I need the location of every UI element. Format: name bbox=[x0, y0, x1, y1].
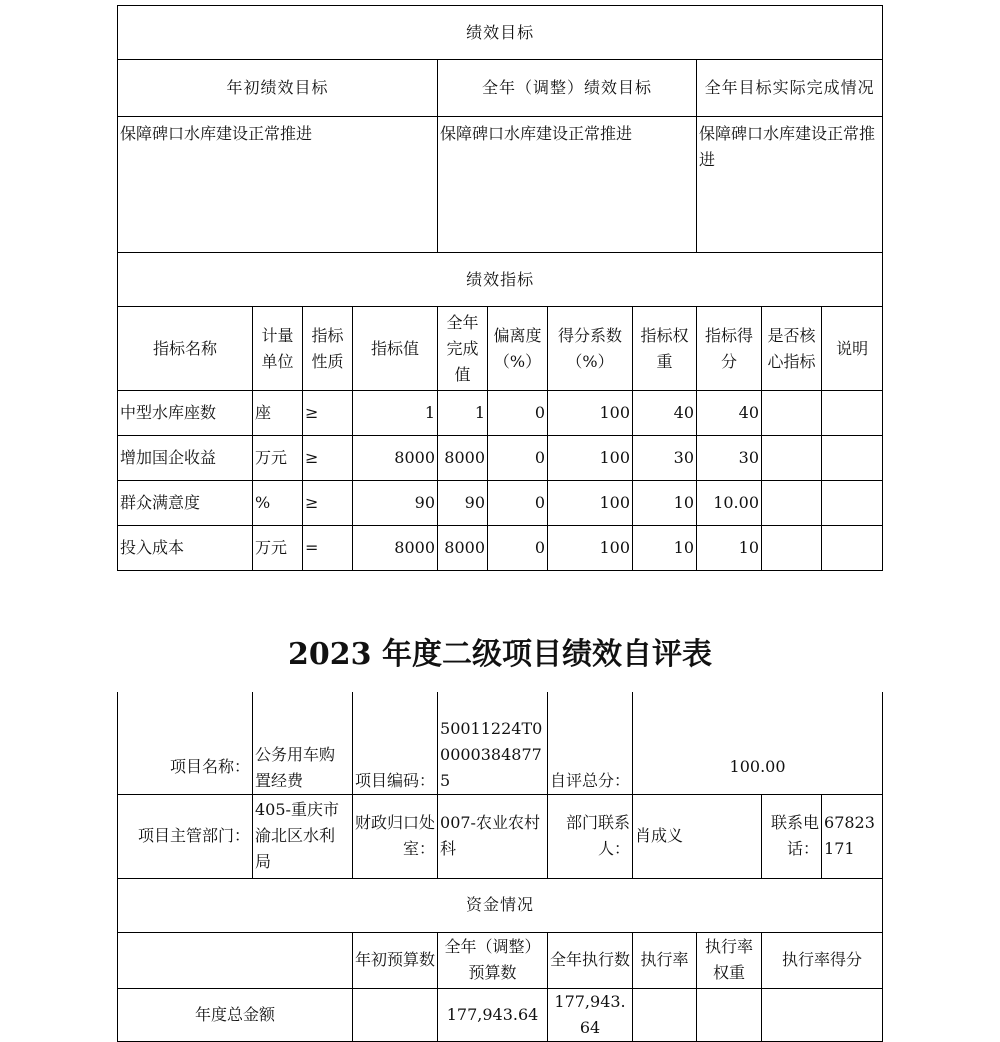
performance-table bbox=[117, 5, 883, 571]
funds-col-initial-budget: 年初预算数 bbox=[353, 932, 438, 988]
goal-actual-text: 保障碑口水库建设正常推进 bbox=[697, 117, 883, 253]
col-unit: 计量单位 bbox=[253, 307, 303, 391]
cell-score-coefficient: 100 bbox=[548, 481, 633, 526]
cell-score: 10 bbox=[697, 526, 762, 571]
col-note: 说明 bbox=[822, 307, 883, 391]
funds-col-rate-weight: 执行率权重 bbox=[697, 932, 762, 988]
col-score: 指标得分 bbox=[697, 307, 762, 391]
cell-note bbox=[822, 481, 883, 526]
cell-note bbox=[822, 391, 883, 436]
cell-target-value: 8000 bbox=[353, 526, 438, 571]
contact-label: 部门联系人： bbox=[548, 794, 633, 878]
cell-score-coefficient: 100 bbox=[548, 436, 633, 481]
goal-initial-header: 年初绩效目标 bbox=[118, 60, 438, 117]
table-row bbox=[118, 526, 883, 571]
funds-adjusted-budget: 177,943.64 bbox=[438, 988, 548, 1041]
table-row bbox=[118, 436, 883, 481]
cell-deviation: 0 bbox=[488, 436, 548, 481]
cell-nature: ≥ bbox=[303, 391, 353, 436]
funds-row-label: 年度总金额 bbox=[118, 988, 353, 1041]
project-code-value: 50011224T000003848775 bbox=[438, 692, 548, 794]
cell-unit: 万元 bbox=[253, 526, 303, 571]
office-label: 财政归口处室： bbox=[353, 794, 438, 878]
cell-note bbox=[822, 526, 883, 571]
cell-target-value: 1 bbox=[353, 391, 438, 436]
cell-note bbox=[822, 436, 883, 481]
cell-score: 30 bbox=[697, 436, 762, 481]
project-table bbox=[117, 692, 883, 1042]
project-code-label: 项目编码： bbox=[353, 692, 438, 794]
cell-nature: ≥ bbox=[303, 436, 353, 481]
cell-nature: ≥ bbox=[303, 481, 353, 526]
cell-core-indicator bbox=[762, 391, 822, 436]
project-name-value: 公务用车购置经费 bbox=[253, 692, 353, 794]
funds-col-rate-score: 执行率得分 bbox=[762, 932, 883, 988]
cell-weight: 10 bbox=[633, 526, 697, 571]
cell-unit: 万元 bbox=[253, 436, 303, 481]
goal-header: 绩效目标 bbox=[118, 6, 883, 60]
project-name-label: 项目名称： bbox=[118, 692, 253, 794]
cell-weight: 40 bbox=[633, 391, 697, 436]
cell-actual-value: 8000 bbox=[438, 526, 488, 571]
col-weight: 指标权重 bbox=[633, 307, 697, 391]
phone-value: 67823171 bbox=[822, 794, 883, 878]
table-row bbox=[118, 481, 883, 526]
goal-actual-header: 全年目标实际完成情况 bbox=[697, 60, 883, 117]
cell-score-coefficient: 100 bbox=[548, 391, 633, 436]
cell-indicator-name: 中型水库座数 bbox=[118, 391, 253, 436]
col-actual-value: 全年完成值 bbox=[438, 307, 488, 391]
funds-rate-score bbox=[762, 988, 883, 1041]
cell-weight: 10 bbox=[633, 481, 697, 526]
funds-col-adjusted-budget: 全年（调整）预算数 bbox=[438, 932, 548, 988]
cell-score: 10.00 bbox=[697, 481, 762, 526]
cell-core-indicator bbox=[762, 481, 822, 526]
funds-initial-budget bbox=[353, 988, 438, 1041]
goal-adjusted-header: 全年（调整）绩效目标 bbox=[438, 60, 697, 117]
goal-adjusted-text: 保障碑口水库建设正常推进 bbox=[438, 117, 697, 253]
cell-score: 40 bbox=[697, 391, 762, 436]
table-row bbox=[118, 391, 883, 436]
cell-indicator-name: 群众满意度 bbox=[118, 481, 253, 526]
dept-value: 405-重庆市渝北区水利局 bbox=[253, 794, 353, 878]
cell-weight: 30 bbox=[633, 436, 697, 481]
funds-col-exec-rate: 执行率 bbox=[633, 932, 697, 988]
phone-label: 联系电话： bbox=[762, 794, 822, 878]
cell-unit: % bbox=[253, 481, 303, 526]
cell-score-coefficient: 100 bbox=[548, 526, 633, 571]
funds-rate-weight bbox=[697, 988, 762, 1041]
col-score-coefficient: 得分系数（%） bbox=[548, 307, 633, 391]
funds-executed: 177,943.64 bbox=[548, 988, 633, 1041]
self-score-value: 100.00 bbox=[633, 692, 883, 794]
col-deviation: 偏离度（%） bbox=[488, 307, 548, 391]
cell-actual-value: 1 bbox=[438, 391, 488, 436]
contact-value: 肖成义 bbox=[633, 794, 762, 878]
col-indicator-name: 指标名称 bbox=[118, 307, 253, 391]
cell-core-indicator bbox=[762, 436, 822, 481]
cell-core-indicator bbox=[762, 526, 822, 571]
self-score-label: 自评总分： bbox=[548, 692, 633, 794]
col-core-indicator: 是否核心指标 bbox=[762, 307, 822, 391]
cell-actual-value: 8000 bbox=[438, 436, 488, 481]
cell-indicator-name: 增加国企收益 bbox=[118, 436, 253, 481]
cell-deviation: 0 bbox=[488, 391, 548, 436]
cell-target-value: 8000 bbox=[353, 436, 438, 481]
cell-deviation: 0 bbox=[488, 526, 548, 571]
cell-unit: 座 bbox=[253, 391, 303, 436]
cell-deviation: 0 bbox=[488, 481, 548, 526]
cell-indicator-name: 投入成本 bbox=[118, 526, 253, 571]
table-row bbox=[118, 988, 883, 1041]
cell-actual-value: 90 bbox=[438, 481, 488, 526]
cell-nature: = bbox=[303, 526, 353, 571]
indicator-header: 绩效指标 bbox=[118, 253, 883, 307]
funds-col-executed: 全年执行数 bbox=[548, 932, 633, 988]
col-target-value: 指标值 bbox=[353, 307, 438, 391]
page-title: 2023 年度二级项目绩效自评表 bbox=[288, 637, 712, 672]
funds-header: 资金情况 bbox=[118, 878, 883, 932]
funds-exec-rate bbox=[633, 988, 697, 1041]
col-nature: 指标性质 bbox=[303, 307, 353, 391]
dept-label: 项目主管部门： bbox=[118, 794, 253, 878]
office-value: 007-农业农村科 bbox=[438, 794, 548, 878]
funds-col-blank bbox=[118, 932, 353, 988]
cell-target-value: 90 bbox=[353, 481, 438, 526]
goal-initial-text: 保障碑口水库建设正常推进 bbox=[118, 117, 438, 253]
